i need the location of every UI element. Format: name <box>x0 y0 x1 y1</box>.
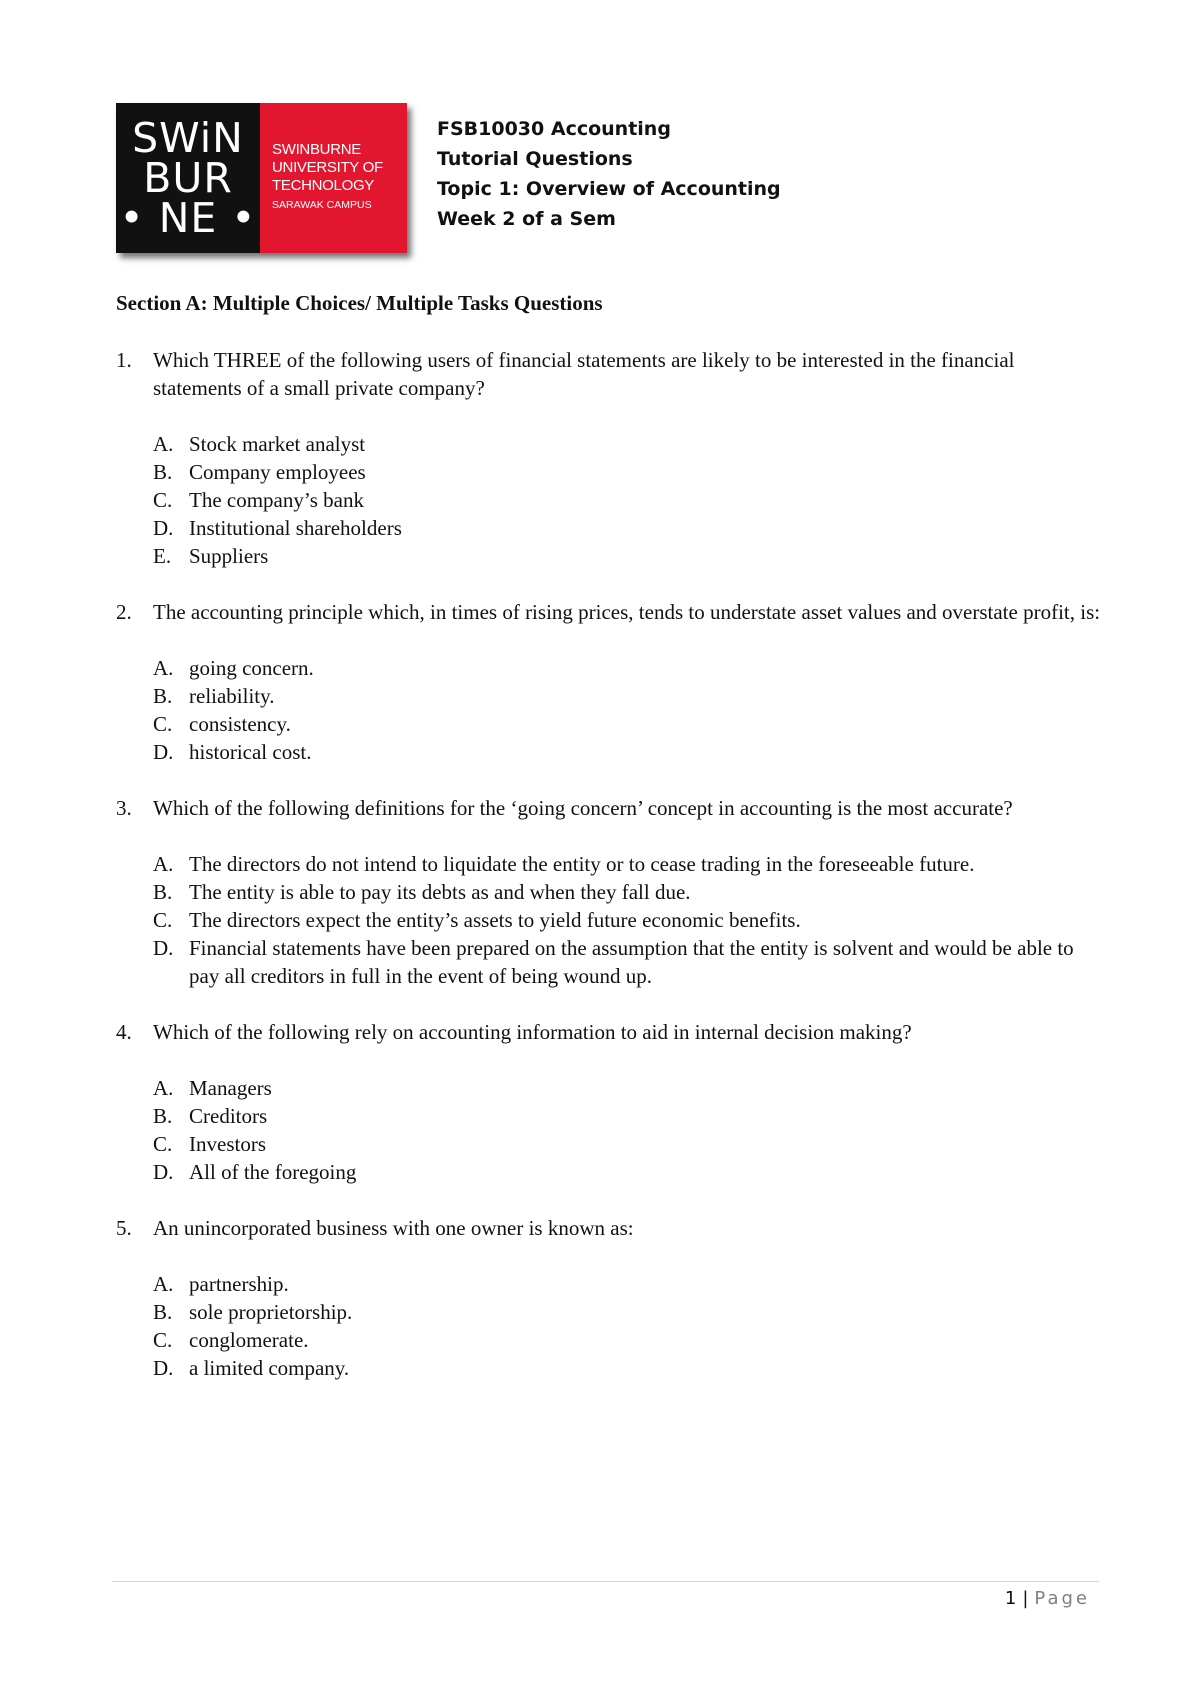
option-letter: B. <box>153 880 173 904</box>
page-number: 1 <box>1004 1588 1017 1609</box>
logo-wordmark <box>116 103 260 253</box>
option-letter: C. <box>153 1328 173 1352</box>
option-item <box>153 486 1106 514</box>
option-item <box>153 1298 1106 1326</box>
question-3 <box>116 794 1106 822</box>
option-letter: B. <box>153 460 173 484</box>
option-item <box>153 1102 1106 1130</box>
option-text: The entity is able to pay its debts as and when they fall due. <box>189 880 691 904</box>
document-header <box>437 114 781 234</box>
option-text: The directors do not intend to liquidate the entity or to cease trading in the foreseeable future. <box>189 852 975 876</box>
week-label: Week 2 of a Sem <box>437 208 616 230</box>
option-item <box>153 934 1106 990</box>
option-text: Suppliers <box>189 544 269 568</box>
option-text: Company employees <box>189 460 366 484</box>
option-letter: A. <box>153 1272 174 1296</box>
option-letter: B. <box>153 1300 173 1324</box>
course-title: FSB10030 Accounting <box>437 118 671 140</box>
option-item <box>153 514 1106 542</box>
options-list <box>153 850 1106 990</box>
option-item <box>153 1326 1106 1354</box>
option-text: The company’s bank <box>189 488 364 512</box>
footer-separator: | <box>1022 1588 1029 1609</box>
swinburne-logo <box>116 103 407 253</box>
page-footer <box>1005 1588 1090 1609</box>
option-letter: E. <box>153 544 172 568</box>
option-item <box>153 1130 1106 1158</box>
option-letter: A. <box>153 1076 174 1100</box>
option-letter: A. <box>153 432 174 456</box>
page-label: Page <box>1034 1588 1090 1609</box>
question-number: 2. <box>116 600 132 624</box>
option-item <box>153 1074 1106 1102</box>
option-letter: C. <box>153 908 173 932</box>
question-number: 3. <box>116 796 132 820</box>
option-text: All of the foregoing <box>189 1160 357 1184</box>
option-letter: D. <box>153 516 174 540</box>
section-title: Section A: Multiple Choices/ Multiple Tasks Questions <box>116 291 603 315</box>
option-letter: D. <box>153 740 174 764</box>
option-text: going concern. <box>189 656 314 680</box>
question-text: Which THREE of the following users of financial statements are likely to be interested in the financial statements of a small private company? <box>153 348 1015 400</box>
option-item <box>153 850 1106 878</box>
question-text: An unincorporated business with one owner is known as: <box>153 1216 634 1240</box>
logo-text-line-3: TECHNOLOGY <box>272 177 375 194</box>
option-text: a limited company. <box>189 1356 350 1380</box>
options-list <box>153 1270 1106 1382</box>
option-letter: C. <box>153 712 173 736</box>
question-2 <box>116 598 1106 626</box>
option-letter: A. <box>153 656 174 680</box>
option-text: consistency. <box>189 712 291 736</box>
option-item <box>153 458 1106 486</box>
option-item <box>153 738 1106 766</box>
logo-word-line-3: • NE • <box>119 194 257 242</box>
option-item <box>153 1354 1106 1382</box>
option-letter: D. <box>153 1160 174 1184</box>
option-item <box>153 654 1106 682</box>
option-text: Creditors <box>189 1104 268 1128</box>
option-letter: B. <box>153 684 173 708</box>
option-letter: C. <box>153 1132 173 1156</box>
option-text: Stock market analyst <box>189 432 366 456</box>
option-text: Investors <box>189 1132 266 1156</box>
questions-list <box>116 346 1106 1410</box>
option-text: sole proprietorship. <box>189 1300 353 1324</box>
option-item <box>153 1158 1106 1186</box>
option-item <box>153 430 1106 458</box>
logo-red-panel <box>260 103 407 253</box>
option-text: Managers <box>189 1076 272 1100</box>
option-item <box>153 542 1106 570</box>
question-number: 1. <box>116 348 132 372</box>
option-text: The directors expect the entity’s assets to yield future economic benefits. <box>189 908 801 932</box>
logo-word-line-2: BUR <box>143 154 233 202</box>
question-text: Which of the following rely on accounting information to aid in internal decision making? <box>153 1020 912 1044</box>
option-text: Financial statements have been prepared on the assumption that the entity is solvent and would be able to pay all creditors in full in the event of being wound up. <box>189 936 1074 988</box>
option-item <box>153 682 1106 710</box>
option-letter: B. <box>153 1104 173 1128</box>
option-item <box>153 878 1106 906</box>
question-4 <box>116 1018 1106 1046</box>
option-item <box>153 710 1106 738</box>
options-list <box>153 430 1106 570</box>
footer-divider <box>112 1581 1099 1582</box>
option-item <box>153 906 1106 934</box>
option-letter: C. <box>153 488 173 512</box>
option-letter: D. <box>153 1356 174 1380</box>
question-5 <box>116 1214 1106 1242</box>
logo-word-line-1: SWiN <box>132 114 244 162</box>
option-text: reliability. <box>189 684 275 708</box>
topic-title: Topic 1: Overview of Accounting <box>437 178 781 200</box>
option-text: conglomerate. <box>189 1328 309 1352</box>
document-type: Tutorial Questions <box>437 148 633 170</box>
option-letter: A. <box>153 852 174 876</box>
option-text: partnership. <box>189 1272 289 1296</box>
logo-text-line-2: UNIVERSITY OF <box>272 159 383 176</box>
logo-text-line-4: SARAWAK CAMPUS <box>272 199 372 211</box>
logo-text-line-1: SWINBURNE <box>272 141 361 158</box>
question-number: 4. <box>116 1020 132 1044</box>
option-item <box>153 1270 1106 1298</box>
question-1 <box>116 346 1106 402</box>
question-text: The accounting principle which, in times of rising prices, tends to understate asset values and overstate profit, is: <box>153 600 1101 624</box>
question-number: 5. <box>116 1216 132 1240</box>
options-list <box>153 654 1106 766</box>
option-letter: D. <box>153 936 174 960</box>
question-text: Which of the following definitions for the ‘going concern’ concept in accounting is the most accurate? <box>153 796 1013 820</box>
option-text: historical cost. <box>189 740 312 764</box>
option-text: Institutional shareholders <box>189 516 402 540</box>
options-list <box>153 1074 1106 1186</box>
